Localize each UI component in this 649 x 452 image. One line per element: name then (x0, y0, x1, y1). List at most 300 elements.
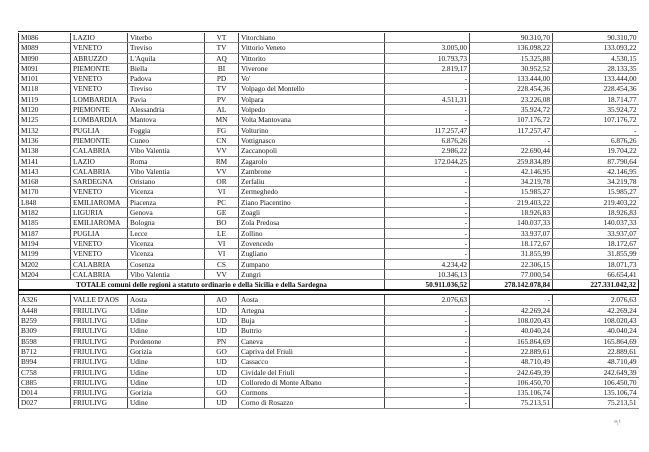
prov-abbr-cell: PC (205, 197, 239, 207)
region-cell: CALABRIA (71, 269, 128, 279)
value-3-cell: 133.444,00 (553, 74, 639, 84)
table-row (19, 377, 639, 387)
region-cell: FRIULIVG (71, 367, 128, 377)
province-cell: Viterbo (128, 33, 205, 43)
province-cell: Lecce (128, 228, 205, 238)
value-1-cell: - (385, 249, 470, 259)
province-cell: Vibo Valentia (128, 146, 205, 156)
value-2-cell: 23.226,08 (470, 94, 553, 104)
top-rule (18, 31, 638, 32)
municipality-cell: Aosta (239, 295, 385, 305)
prov-abbr-cell: VI (205, 187, 239, 197)
province-cell: Udine (128, 377, 205, 387)
region-cell: FRIULIVG (71, 398, 128, 408)
table-row (19, 125, 639, 135)
value-2-cell: - (470, 135, 553, 145)
value-3-cell: 242.649,39 (553, 367, 639, 377)
table-row (19, 228, 639, 238)
table-row (19, 105, 639, 115)
province-cell: L'Aquila (128, 53, 205, 63)
table-row (19, 74, 639, 84)
code-cell: M091 (19, 63, 71, 73)
table-row (19, 346, 639, 356)
municipality-cell: Ziano Piacentino (239, 197, 385, 207)
code-cell: A448 (19, 305, 71, 315)
value-2-cell: 108.020,43 (470, 316, 553, 326)
province-cell: Vicenza (128, 187, 205, 197)
prov-abbr-cell: VV (205, 166, 239, 176)
value-1-cell: - (385, 228, 470, 238)
region-cell: FRIULIVG (71, 388, 128, 398)
prov-abbr-cell: VT (205, 33, 239, 43)
value-3-cell: 19.704,22 (553, 146, 639, 156)
value-3-cell: 4.530,15 (553, 53, 639, 63)
region-cell: LOMBARDIA (71, 115, 128, 125)
value-1-cell: - (385, 115, 470, 125)
value-1-cell: - (385, 305, 470, 315)
value-2-cell: 242.649,39 (470, 367, 553, 377)
prov-abbr-cell: TV (205, 84, 239, 94)
code-cell: A326 (19, 295, 71, 305)
prov-abbr-cell: CS (205, 259, 239, 269)
prov-abbr-cell: PD (205, 74, 239, 84)
code-cell: M168 (19, 177, 71, 187)
value-3-cell: 107.176,72 (553, 115, 639, 125)
table-row (19, 269, 639, 279)
region-cell: LAZIO (71, 156, 128, 166)
code-cell: M136 (19, 135, 71, 145)
prov-abbr-cell: UD (205, 316, 239, 326)
municipality-cell: Zagarolo (239, 156, 385, 166)
value-3-cell: 2.076,63 (553, 295, 639, 305)
value-1-cell: 2.819,17 (385, 63, 470, 73)
province-cell: Udine (128, 316, 205, 326)
group-special-regions (19, 295, 639, 408)
municipality-cell: Viverone (239, 63, 385, 73)
value-3-cell: 18.714,77 (553, 94, 639, 104)
region-cell: PIEMONTE (71, 63, 128, 73)
municipality-cell: Vittorito (239, 53, 385, 63)
total-row (19, 280, 639, 291)
municipality-cell: Corno di Rosazzo (239, 398, 385, 408)
total-label: TOTALE comuni delle regioni a statuto ordinario e della Sicilia e della Sardegna (19, 280, 385, 291)
value-3-cell: 165.864,69 (553, 336, 639, 346)
province-cell: Gorizia (128, 388, 205, 398)
region-cell: VENETO (71, 74, 128, 84)
municipality-cell: Zovencedo (239, 238, 385, 248)
municipality-cell: Cividale del Friuli (239, 367, 385, 377)
value-1-cell: - (385, 336, 470, 346)
value-1-cell: - (385, 166, 470, 176)
code-cell: M119 (19, 94, 71, 104)
value-2-cell: 135.106,74 (470, 388, 553, 398)
code-cell: M125 (19, 115, 71, 125)
municipality-cell: Cassacco (239, 357, 385, 367)
code-cell: M089 (19, 43, 71, 53)
value-1-cell: - (385, 238, 470, 248)
code-cell: M120 (19, 105, 71, 115)
value-1-cell: - (385, 74, 470, 84)
value-3-cell: 33.937,07 (553, 228, 639, 238)
value-2-cell: 75.213,51 (470, 398, 553, 408)
region-cell: VALLE D'AOS (71, 295, 128, 305)
table-row (19, 33, 639, 43)
table-row (19, 336, 639, 346)
region-cell: VENETO (71, 43, 128, 53)
value-2-cell: 117.257,47 (470, 125, 553, 135)
province-cell: Foggia (128, 125, 205, 135)
fund-table-sheet (18, 33, 638, 409)
code-cell: B259 (19, 316, 71, 326)
prov-abbr-cell: AQ (205, 53, 239, 63)
table-row (19, 316, 639, 326)
value-1-cell: - (385, 346, 470, 356)
value-2-cell: 15.985,27 (470, 187, 553, 197)
province-cell: Udine (128, 398, 205, 408)
table-row (19, 398, 639, 408)
prov-abbr-cell: OR (205, 177, 239, 187)
municipality-cell: Zugliano (239, 249, 385, 259)
table-row (19, 135, 639, 145)
table-row (19, 249, 639, 259)
region-cell: LAZIO (71, 33, 128, 43)
province-cell: Oristano (128, 177, 205, 187)
value-1-cell: - (385, 357, 470, 367)
prov-abbr-cell: TV (205, 43, 239, 53)
value-3-cell: 135.106,74 (553, 388, 639, 398)
handwritten-mark: ᵃᵢᵗ (614, 418, 621, 427)
value-1-cell: - (385, 326, 470, 336)
prov-abbr-cell: CN (205, 135, 239, 145)
municipality-cell: Caneva (239, 336, 385, 346)
value-1-cell: - (385, 316, 470, 326)
value-3-cell: 18.172,67 (553, 238, 639, 248)
value-1-cell: - (385, 105, 470, 115)
code-cell: M090 (19, 53, 71, 63)
municipality-cell: Volpago del Montello (239, 84, 385, 94)
value-3-cell: 35.924,72 (553, 105, 639, 115)
municipality-cell: Vitorchiano (239, 33, 385, 43)
value-1-cell: - (385, 187, 470, 197)
value-2-cell: 22.306,15 (470, 259, 553, 269)
region-cell: LOMBARDIA (71, 94, 128, 104)
value-3-cell: 34.219,78 (553, 177, 639, 187)
value-2-cell: 42.146,95 (470, 166, 553, 176)
municipality-cell: Volpedo (239, 105, 385, 115)
table-row (19, 94, 639, 104)
table-row (19, 63, 639, 73)
code-cell: D027 (19, 398, 71, 408)
value-1-cell: - (385, 84, 470, 94)
prov-abbr-cell: MN (205, 115, 239, 125)
value-1-cell: 10.346,13 (385, 269, 470, 279)
province-cell: Vicenza (128, 249, 205, 259)
code-cell: M086 (19, 33, 71, 43)
province-cell: Pordenone (128, 336, 205, 346)
municipality-cell: Cormons (239, 388, 385, 398)
municipality-cell: Volta Mantovana (239, 115, 385, 125)
table-row (19, 53, 639, 63)
value-1-cell: - (385, 367, 470, 377)
code-cell: M138 (19, 146, 71, 156)
province-cell: Vicenza (128, 238, 205, 248)
prov-abbr-cell: PV (205, 94, 239, 104)
table-row (19, 177, 639, 187)
municipality-cell: Colloredo di Monte Albano (239, 377, 385, 387)
value-2-cell: 22.889,61 (470, 346, 553, 356)
province-cell: Cosenza (128, 259, 205, 269)
total-value-1: 50.911.036,52 (385, 280, 470, 291)
municipality-cell: Zola Predosa (239, 218, 385, 228)
prov-abbr-cell: AO (205, 295, 239, 305)
table-row (19, 208, 639, 218)
value-2-cell: 107.176,72 (470, 115, 553, 125)
prov-abbr-cell: BI (205, 63, 239, 73)
value-2-cell: 133.444,00 (470, 74, 553, 84)
province-cell: Bologna (128, 218, 205, 228)
code-cell: M141 (19, 156, 71, 166)
municipality-cell: Zerfaliu (239, 177, 385, 187)
value-1-cell: 10.793,73 (385, 53, 470, 63)
municipality-cell: Vottignasco (239, 135, 385, 145)
prov-abbr-cell: GO (205, 388, 239, 398)
province-cell: Biella (128, 63, 205, 73)
value-2-cell: 18.172,67 (470, 238, 553, 248)
municipality-cell: Zambrone (239, 166, 385, 176)
value-1-cell: 4.511,31 (385, 94, 470, 104)
code-cell: B598 (19, 336, 71, 346)
table-row (19, 259, 639, 269)
value-2-cell: 15.325,88 (470, 53, 553, 63)
value-3-cell: 75.213,51 (553, 398, 639, 408)
region-cell: VENETO (71, 84, 128, 94)
value-1-cell: 172.044,25 (385, 156, 470, 166)
table-row (19, 146, 639, 156)
value-3-cell: 228.454,36 (553, 84, 639, 94)
region-cell: PUGLIA (71, 228, 128, 238)
prov-abbr-cell: RM (205, 156, 239, 166)
region-cell: PIEMONTE (71, 135, 128, 145)
province-cell: Pavia (128, 94, 205, 104)
value-3-cell: 42.269,24 (553, 305, 639, 315)
value-3-cell: 140.037,33 (553, 218, 639, 228)
province-cell: Udine (128, 357, 205, 367)
municipality-cell: Vo' (239, 74, 385, 84)
province-cell: Cuneo (128, 135, 205, 145)
code-cell: B712 (19, 346, 71, 356)
table-row (19, 326, 639, 336)
table-row (19, 295, 639, 305)
prov-abbr-cell: UD (205, 326, 239, 336)
region-cell: FRIULIVG (71, 377, 128, 387)
region-cell: VENETO (71, 238, 128, 248)
code-cell: C885 (19, 377, 71, 387)
region-cell: CALABRIA (71, 166, 128, 176)
province-cell: Udine (128, 326, 205, 336)
value-1-cell: 117.257,47 (385, 125, 470, 135)
prov-abbr-cell: UD (205, 398, 239, 408)
region-cell: VENETO (71, 187, 128, 197)
value-1-cell: 6.876,26 (385, 135, 470, 145)
region-cell: ABRUZZO (71, 53, 128, 63)
value-2-cell: - (470, 295, 553, 305)
region-cell: SARDEGNA (71, 177, 128, 187)
province-cell: Vibo Valentia (128, 166, 205, 176)
municipality-cell: Zermeghedo (239, 187, 385, 197)
municipality-cell: Buttrio (239, 326, 385, 336)
value-1-cell (385, 33, 470, 43)
municipality-cell: Zollino (239, 228, 385, 238)
code-cell: M118 (19, 84, 71, 94)
province-cell: Treviso (128, 43, 205, 53)
value-3-cell: 90.310,70 (553, 33, 639, 43)
region-cell: FRIULIVG (71, 336, 128, 346)
value-2-cell: 18.926,83 (470, 208, 553, 218)
value-3-cell: - (553, 125, 639, 135)
table-row (19, 156, 639, 166)
table-row (19, 357, 639, 367)
region-cell: VENETO (71, 249, 128, 259)
municipality-cell: Zungri (239, 269, 385, 279)
prov-abbr-cell: UD (205, 367, 239, 377)
code-cell: B994 (19, 357, 71, 367)
fund-table (18, 33, 639, 409)
prov-abbr-cell: GO (205, 346, 239, 356)
value-3-cell: 6.876,26 (553, 135, 639, 145)
value-1-cell: - (385, 208, 470, 218)
value-3-cell: 22.889,61 (553, 346, 639, 356)
value-2-cell: 40.040,24 (470, 326, 553, 336)
code-cell: M132 (19, 125, 71, 135)
value-2-cell: 30.952,52 (470, 63, 553, 73)
code-cell: L848 (19, 197, 71, 207)
code-cell: M101 (19, 74, 71, 84)
region-cell: CALABRIA (71, 259, 128, 269)
prov-abbr-cell: PN (205, 336, 239, 346)
value-3-cell: 18.071,73 (553, 259, 639, 269)
code-cell: M199 (19, 249, 71, 259)
table-row (19, 238, 639, 248)
table-row (19, 115, 639, 125)
province-cell: Aosta (128, 295, 205, 305)
value-2-cell: 33.937,07 (470, 228, 553, 238)
region-cell: FRIULIVG (71, 316, 128, 326)
total-section (19, 280, 639, 295)
value-2-cell: 77.000,54 (470, 269, 553, 279)
table-row (19, 43, 639, 53)
value-3-cell: 106.450,70 (553, 377, 639, 387)
value-3-cell: 133.093,22 (553, 43, 639, 53)
municipality-cell: Capriva del Friuli (239, 346, 385, 356)
value-2-cell: 34.219,78 (470, 177, 553, 187)
province-cell: Roma (128, 156, 205, 166)
code-cell: B309 (19, 326, 71, 336)
province-cell: Piacenza (128, 197, 205, 207)
province-cell: Treviso (128, 84, 205, 94)
table-row (19, 305, 639, 315)
table-row (19, 218, 639, 228)
value-3-cell: 40.040,24 (553, 326, 639, 336)
value-3-cell: 48.710,49 (553, 357, 639, 367)
table-row (19, 367, 639, 377)
municipality-cell: Volturino (239, 125, 385, 135)
prov-abbr-cell: UD (205, 305, 239, 315)
value-2-cell: 136.098,22 (470, 43, 553, 53)
table-row (19, 84, 639, 94)
value-3-cell: 66.654,41 (553, 269, 639, 279)
prov-abbr-cell: UD (205, 377, 239, 387)
value-3-cell: 31.855,99 (553, 249, 639, 259)
prov-abbr-cell: LE (205, 228, 239, 238)
value-1-cell: - (385, 388, 470, 398)
table-row (19, 187, 639, 197)
municipality-cell: Zaccanopoli (239, 146, 385, 156)
code-cell: M187 (19, 228, 71, 238)
region-cell: FRIULIVG (71, 357, 128, 367)
region-cell: EMILIAROMA (71, 197, 128, 207)
province-cell: Udine (128, 367, 205, 377)
table-row (19, 166, 639, 176)
value-1-cell: 3.005,00 (385, 43, 470, 53)
prov-abbr-cell: VI (205, 238, 239, 248)
region-cell: FRIULIVG (71, 305, 128, 315)
code-cell: D014 (19, 388, 71, 398)
municipality-cell: Zumpano (239, 259, 385, 269)
region-cell: PIEMONTE (71, 105, 128, 115)
region-cell: FRIULIVG (71, 346, 128, 356)
code-cell: M185 (19, 218, 71, 228)
province-cell: Mantova (128, 115, 205, 125)
value-2-cell: 31.855,99 (470, 249, 553, 259)
value-3-cell: 18.926,83 (553, 208, 639, 218)
province-cell: Alessandria (128, 105, 205, 115)
value-2-cell: 259.834,89 (470, 156, 553, 166)
municipality-cell: Zoagli (239, 208, 385, 218)
province-cell: Udine (128, 305, 205, 315)
prov-abbr-cell: FG (205, 125, 239, 135)
prov-abbr-cell: UD (205, 357, 239, 367)
table-row (19, 197, 639, 207)
province-cell: Genova (128, 208, 205, 218)
code-cell: C758 (19, 367, 71, 377)
value-2-cell: 165.864,69 (470, 336, 553, 346)
value-3-cell: 15.985,27 (553, 187, 639, 197)
value-3-cell: 219.403,22 (553, 197, 639, 207)
value-3-cell: 42.146,95 (553, 166, 639, 176)
code-cell: M204 (19, 269, 71, 279)
prov-abbr-cell: VI (205, 249, 239, 259)
value-2-cell: 42.269,24 (470, 305, 553, 315)
value-1-cell: - (385, 377, 470, 387)
code-cell: M182 (19, 208, 71, 218)
value-2-cell: 106.450,70 (470, 377, 553, 387)
value-1-cell: 4.234,42 (385, 259, 470, 269)
prov-abbr-cell: BO (205, 218, 239, 228)
value-1-cell: 2.076,63 (385, 295, 470, 305)
value-3-cell: 28.133,35 (553, 63, 639, 73)
value-3-cell: 87.790,64 (553, 156, 639, 166)
province-cell: Vibo Valentia (128, 269, 205, 279)
value-2-cell: 90.310,70 (470, 33, 553, 43)
total-value-2: 278.142.078,84 (470, 280, 553, 291)
code-cell: M202 (19, 259, 71, 269)
prov-abbr-cell: AL (205, 105, 239, 115)
value-3-cell: 108.020,43 (553, 316, 639, 326)
municipality-cell: Artegna (239, 305, 385, 315)
region-cell: EMILIAROMA (71, 218, 128, 228)
province-cell: Padova (128, 74, 205, 84)
table-row (19, 388, 639, 398)
